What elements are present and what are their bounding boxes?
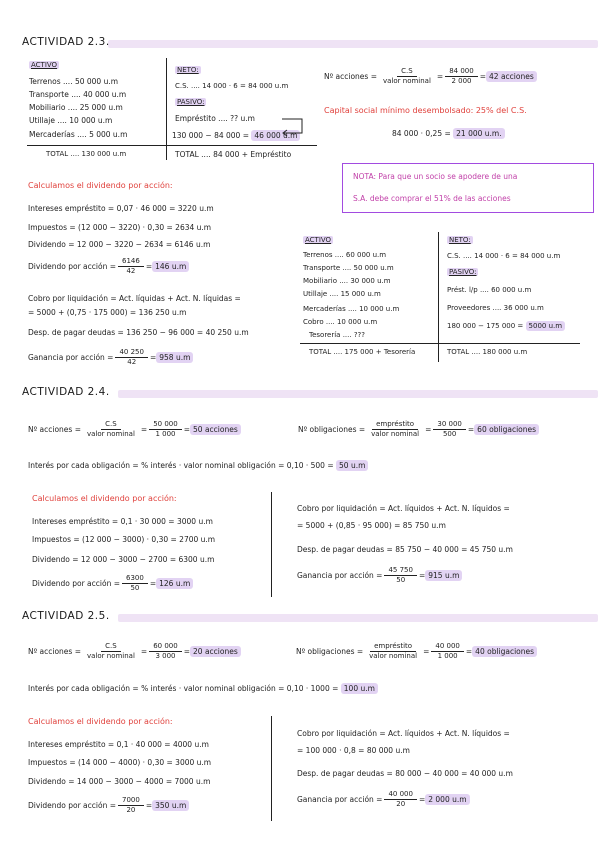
activo2-item: Transporte .... 50 000 u.m: [303, 264, 394, 272]
impuestos-2-3: Impuestos = (12 000 − 3220) · 0,30 = 2634 u.m: [28, 223, 212, 232]
nota-box: NOTA: Para que un socio se apodere de una S.A. debe comprar el 51% de las acciones: [342, 163, 594, 213]
desp-2-5: Desp. de pagar deudas = 80 000 − 40 000 = 40 000 u.m: [297, 769, 513, 778]
intereses-2-4: Intereses empréstito = 0,1 · 30 000 = 3000 u.m: [32, 517, 213, 526]
capital-social-note: Capital social mínimo desembolsado: 25% del C.S.: [324, 106, 527, 115]
activo-item: Utillaje .... 10 000 u.m: [29, 116, 113, 125]
activo2-item: Tesorería .... ???: [309, 331, 365, 339]
activo-item: Mercaderías .... 5 000 u.m: [29, 130, 128, 139]
cobro-2-2-4: = 5000 + (0,85 · 95 000) = 85 750 u.m: [297, 521, 446, 530]
neto2-label: NETO:: [449, 236, 471, 244]
cobro-1-2-5: Cobro por liquidación = Act. líquidos + Act. N. líquidos =: [297, 729, 510, 738]
activo-total: TOTAL .... 130 000 u.m: [46, 150, 127, 158]
column-divider-2-5: [271, 716, 272, 821]
dividendo-2-3: Dividendo = 12 000 − 3220 − 2634 = 6146 u.m: [28, 240, 211, 249]
pasivo2-calc: 180 000 − 175 000 = 5000 u.m: [447, 322, 565, 330]
cobro-1-2-3: Cobro por liquidación = Act. líquidas + Act. N. líquidas =: [28, 294, 241, 303]
activo2-item: Cobro .... 10 000 u.m: [303, 318, 378, 326]
cobro-2-2-3: = 5000 + (0,75 · 175 000) = 136 250 u.m: [28, 308, 187, 317]
pasivo-emprestito: Empréstito .... ?? u.m: [175, 114, 255, 123]
interes-obligacion-2-5: Interés por cada obligación = % interés · valor nominal obligación = 0,10 · 1000 = 100 u.m: [28, 684, 378, 693]
activo-label: ACTIVO: [31, 61, 58, 69]
impuestos-2-5: Impuestos = (14 000 − 4000) · 0,30 = 3000 u.m: [28, 758, 212, 767]
intereses-2-5: Intereses empréstito = 0,1 · 40 000 = 4000 u.m: [28, 740, 209, 749]
activo2-item: Utillaje .... 15 000 u.m: [303, 290, 381, 298]
desp-2-3: Desp. de pagar deudas = 136 250 − 96 000 = 40 250 u.m: [28, 328, 249, 337]
dividendo-2-5: Dividendo = 14 000 − 3000 − 4000 = 7000 u.m: [28, 777, 211, 786]
desp-2-4: Desp. de pagar deudas = 85 750 − 40 000 = 45 750 u.m: [297, 545, 513, 554]
title-highlight: [118, 614, 598, 622]
cobro-1-2-4: Cobro por liquidación = Act. líquidos + Act. N. líquidos =: [297, 504, 510, 513]
total-right: TOTAL .... 84 000 + Empréstito: [175, 150, 292, 159]
calc-title-2-4: Calculamos el dividendo por acción:: [32, 494, 177, 503]
activo2-item: Mercaderías .... 10 000 u.m: [303, 305, 400, 313]
pasivo2-line: Proveedores .... 36 000 u.m: [447, 304, 544, 312]
section-title-2-3: ACTIVIDAD 2.3.: [22, 36, 110, 48]
acciones-formula-2-3: Nº acciones = $\frac{C.S}{\text{valor nominal}}$ = $\frac{84 000}{2 000}$ = 42 acciones: [324, 67, 537, 86]
section-title-2-5: ACTIVIDAD 2.5.: [22, 610, 110, 622]
neto-line: C.S. .... 14 000 · 6 = 84 000 u.m: [175, 82, 289, 90]
total2: TOTAL .... 180 000 u.m: [447, 348, 528, 356]
section-title-2-4: ACTIVIDAD 2.4.: [22, 386, 110, 398]
balance-total-line: [27, 145, 317, 146]
obligaciones-formula-2-4: Nº obligaciones = $\frac{\text{empréstito}}{\text{valor nominal}}$ = $\frac{30 000}{500}$ = 60 obligaciones: [298, 420, 539, 439]
cobro-2-2-5: = 100 000 · 0,8 = 80 000 u.m: [297, 746, 410, 755]
pasivo2-line: Prést. l/p .... 60 000 u.m: [447, 286, 532, 294]
acciones-formula-2-4: Nº acciones = $\frac{C.S}{\text{valor nominal}}$ = $\frac{50 000}{1 000}$ = 50 acciones: [28, 420, 241, 439]
ganancia-2-5: Ganancia por acción = $\frac{40 000}{20}$ = 2 000 u.m: [297, 790, 470, 809]
obligaciones-formula-2-5: Nº obligaciones = $\frac{\text{empréstito}}{\text{valor nominal}}$ = $\frac{40 000}{1 000}$ = 40 obligaciones: [296, 642, 537, 661]
pasivo-calc: 130 000 − 84 000 = 46 000 u.m: [172, 131, 300, 140]
activo-item: Terrenos .... 50 000 u.m: [29, 77, 119, 86]
dividendo-2-4: Dividendo = 12 000 − 3000 − 2700 = 6300 u.m: [32, 555, 215, 564]
impuestos-2-4: Impuestos = (12 000 − 3000) · 0,30 = 2700 u.m: [32, 535, 216, 544]
activo-item: Transporte .... 40 000 u.m: [29, 90, 127, 99]
pasivo-label: PASIVO:: [177, 98, 205, 106]
ganancia-2-3: Ganancia por acción = $\frac{40 250}{42}$ = 958 u.m: [28, 348, 193, 367]
activo2-item: Mobiliario .... 30 000 u.m: [303, 277, 391, 285]
activo-item: Mobiliario .... 25 000 u.m: [29, 103, 123, 112]
neto2-line: C.S. .... 14 000 · 6 = 84 000 u.m: [447, 252, 561, 260]
title-highlight: [108, 40, 598, 48]
div-accion-2-4: Dividendo por acción = $\frac{6300}{50}$ = 126 u.m: [32, 574, 193, 593]
div-accion-2-5: Dividendo por acción = $\frac{7000}{20}$ = 350 u.m: [28, 796, 189, 815]
title-highlight: [118, 390, 598, 398]
pasivo2-label: PASIVO:: [449, 268, 477, 276]
calc-title-2-5: Calculamos el dividendo por acción:: [28, 717, 173, 726]
ganancia-2-4: Ganancia por acción = $\frac{45 750}{50}$ = 915 u.m: [297, 566, 462, 585]
div-accion-2-3: Dividendo por acción = $\frac{6146}{42}$ = 146 u.m: [28, 257, 189, 276]
capital-calc: 84 000 · 0,25 = 21 000 u.m.: [392, 129, 505, 138]
column-divider-2-4: [271, 492, 272, 597]
intereses-2-3: Intereses empréstito = 0,07 · 46 000 = 3220 u.m: [28, 204, 214, 213]
calc-title-2-3: Calculamos el dividendo por acción:: [28, 181, 173, 190]
activo2-total: TOTAL .... 175 000 + Tesorería: [309, 348, 416, 356]
interes-obligacion-2-4: Interés por cada obligación = % interés · valor nominal obligación = 0,10 · 500 = 50 u.m: [28, 461, 368, 470]
arrow-icon: [280, 116, 310, 138]
activo2-label: ACTIVO: [305, 236, 332, 244]
balance2-total-line: [300, 343, 580, 344]
neto-label: NETO:: [177, 66, 199, 74]
activo2-item: Terrenos .... 60 000 u.m: [303, 251, 387, 259]
acciones-formula-2-5: Nº acciones = $\frac{C.S}{\text{valor nominal}}$ = $\frac{60 000}{3 000}$ = 20 acciones: [28, 642, 241, 661]
